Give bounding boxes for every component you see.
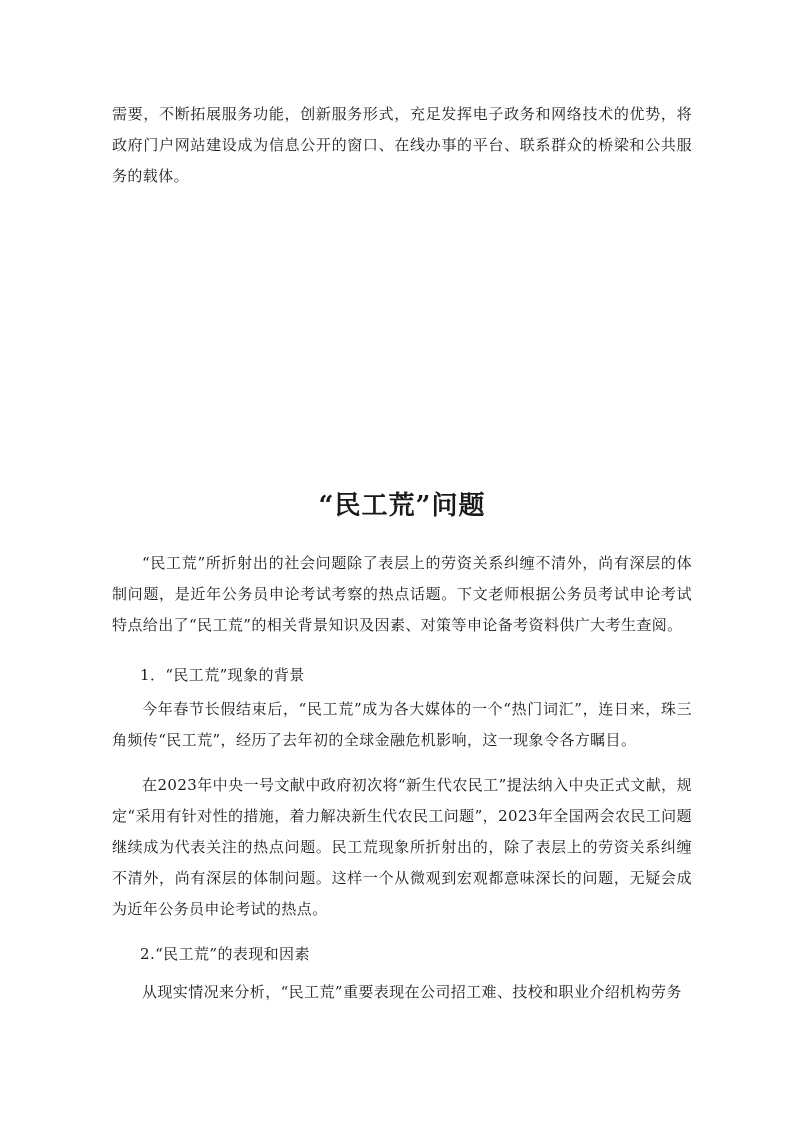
section-1-paragraph-2: 在2023年中央一号文献中政府初次将“新生代农民工”提法纳入中央正式文献，规定“采用有针对性的措施，着力解决新生代农民工问题”，2023年全国两会农民工问题继续成为代表关注的热点问题。民工荒现象所折射出的，除了表层上的劳资关系纠缠不清外，尚有深层的体制问题。这样一个从微观到宏观都意味深长的问题，无疑会成为近年公务员申论考试的热点。 [112,776,692,918]
section-1-paragraph-1: 今年春节长假结束后，“民工荒”成为各大媒体的一个“热门词汇”，连日来，珠三角频传“民工荒”，经历了去年初的全球金融危机影响，这一现象令各方瞩目。 [112,700,692,749]
section-1-heading: 1．“民工荒”现象的背景 [140,666,305,684]
continuation-paragraph: 需要，不断拓展服务功能，创新服务形式，充足发挥电子政务和网络技术的优势，将政府门户网站建设成为信息公开的窗口、在线办事的平台、联系群众的桥梁和公共服务的载体。 [112,105,692,185]
article-title: “民工荒”问题 [318,491,486,521]
section-2-paragraph-1: 从现实情况来分析，“民工荒”重要表现在公司招工难、技校和职业介绍机构劳务 [142,983,682,1001]
intro-paragraph: “民工荒”所折射出的社会问题除了表层上的劳资关系纠缠不清外，尚有深层的体制问题，是近年公务员申论考试考察的热点话题。下文老师根据公务员考试申论考试特点给出了“民工荒”的相关背景知识及因素、对策等申论备考资料供广大考生查阅。 [112,554,692,634]
section-2-heading: 2.“民工荒”的表现和因素 [140,945,310,963]
